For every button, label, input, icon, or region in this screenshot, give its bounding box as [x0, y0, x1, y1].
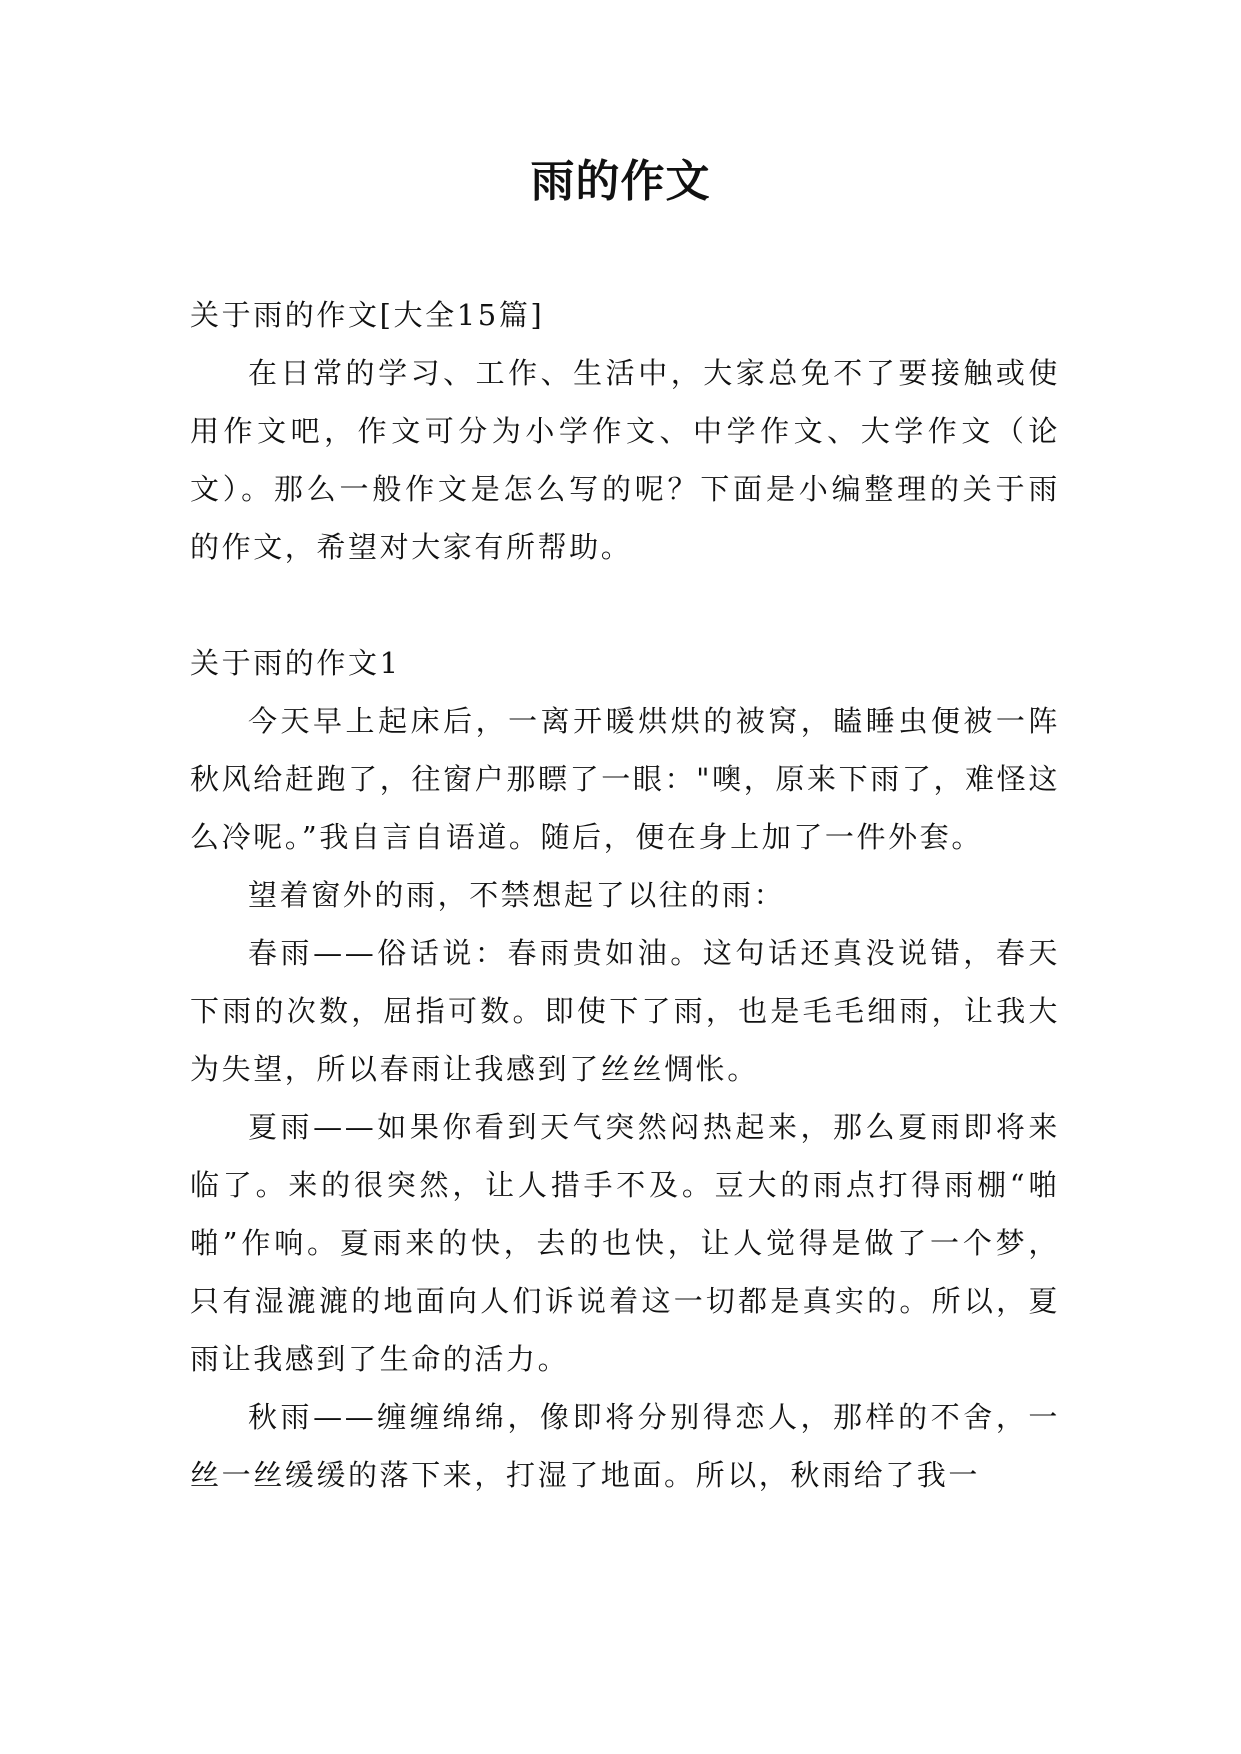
intro-heading: 关于雨的作文[大全15篇] [190, 298, 545, 332]
essay-1-paragraph-summer-rain: 夏雨——如果你看到天气突然闷热起来，那么夏雨即将来临了。来的很突然，让人措手不及。豆大的雨点打得雨棚“啪啪”作响。夏雨来的快，去的也快，让人觉得是做了一个梦，只有湿漉漉的地面向人们诉说着这一切都是真实的。所以，夏雨让我感到了生命的活力。 [190, 1110, 1060, 1376]
document-title: 雨的作文 [530, 156, 711, 207]
essay-1-heading: 关于雨的作文1 [190, 646, 401, 680]
section-spacer [190, 576, 1060, 634]
document-body [190, 286, 1060, 1504]
essay-1-paragraph-spring-rain: 春雨——俗话说：春雨贵如油。这句话还真没说错，春天下雨的次数，屈指可数。即使下了雨，也是毛毛细雨，让我大为失望，所以春雨让我感到了丝丝惆怅。 [190, 936, 1060, 1086]
essay-1-paragraph: 今天早上起床后，一离开暖烘烘的被窝，瞌睡虫便被一阵秋风给赶跑了，往窗户那瞟了一眼："噢，原来下雨了，难怪这么冷呢。”我自言自语道。随后，便在身上加了一件外套。 [190, 704, 1060, 854]
essay-1-paragraph-autumn-rain: 秋雨——缠缠绵绵，像即将分别得恋人，那样的不舍，一丝一丝缓缓的落下来，打湿了地面。所以，秋雨给了我一 [190, 1400, 1060, 1492]
intro-paragraph: 在日常的学习、工作、生活中，大家总免不了要接触或使用作文吧，作文可分为小学作文、中学作文、大学作文（论文）。那么一般作文是怎么写的呢？下面是小编整理的关于雨的作文，希望对大家有所帮助。 [190, 356, 1060, 564]
essay-1-paragraph: 望着窗外的雨，不禁想起了以往的雨： [248, 878, 786, 912]
